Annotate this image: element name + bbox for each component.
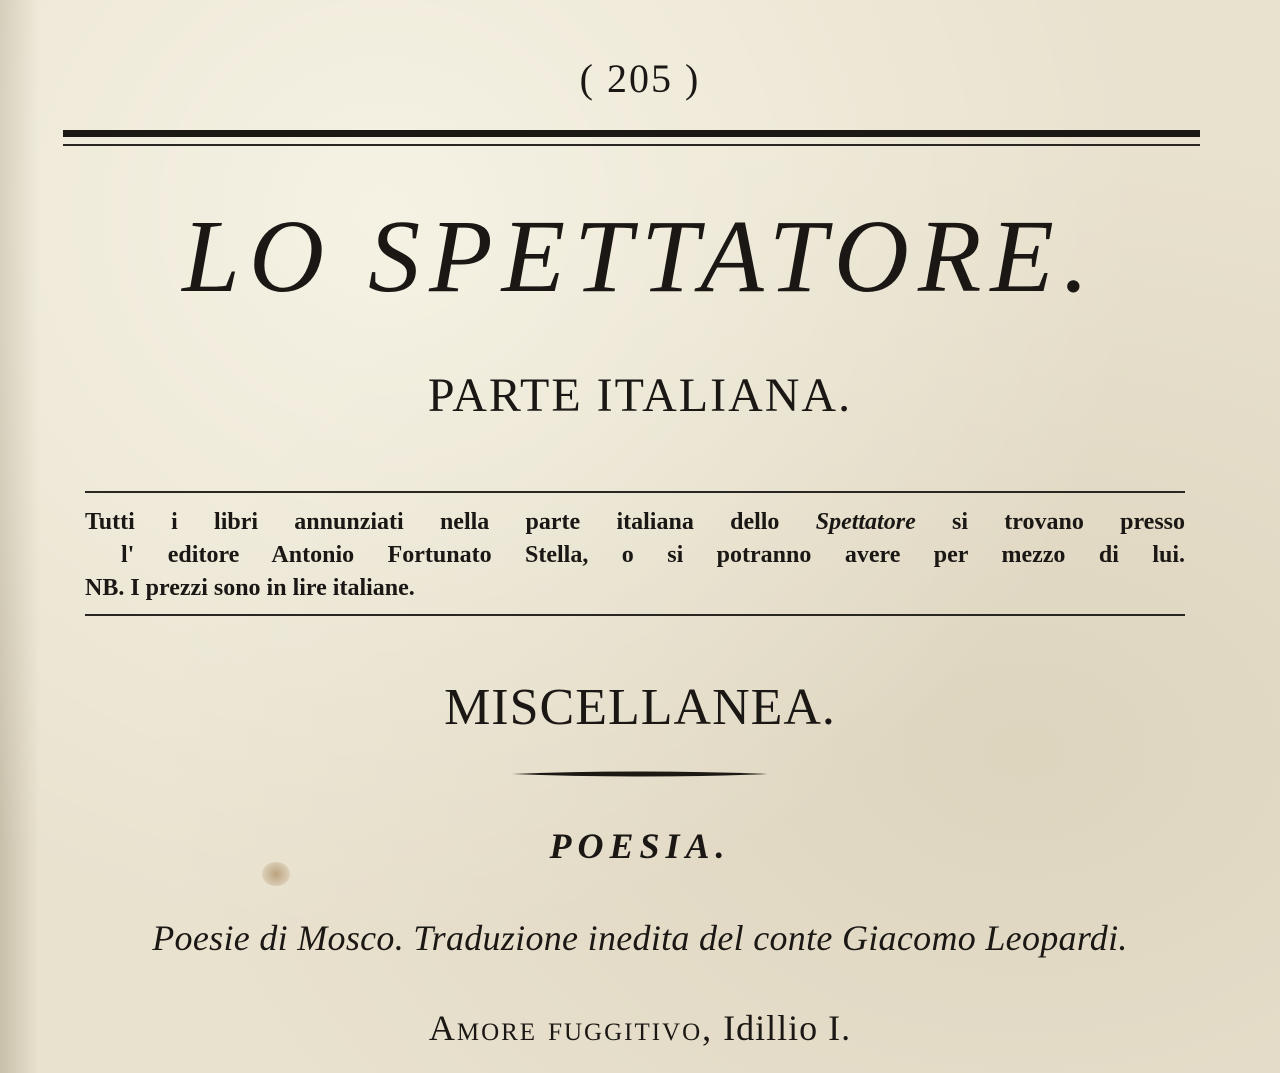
poem-title	[0, 1010, 1280, 1046]
poem-title-rest: Idillio I.	[723, 1008, 852, 1048]
notice-line-1-end: si trovano presso	[952, 509, 1186, 535]
notice-block	[85, 506, 1185, 605]
header-thin-rule	[63, 144, 1200, 146]
notice-line-1-start: Tutti i libri annunziati nella parte italiana dello	[85, 509, 780, 535]
header-thick-rule	[63, 130, 1200, 137]
section-title: MISCELLANEA.	[444, 679, 836, 736]
notice-line-3: NB. I prezzi sono in lire italiane.	[85, 575, 415, 601]
poem-credit: Poesie di Mosco. Traduzione inedita del conte Giacomo Leopardi.	[152, 918, 1128, 958]
notice-bottom-rule	[85, 614, 1185, 616]
poem-title-smallcaps: Amore fuggitivo,	[428, 1008, 714, 1048]
notice-line-1	[85, 506, 1185, 539]
masthead-subtitle: PARTE ITALIANA.	[427, 369, 853, 422]
ornamental-swell-rule	[512, 770, 768, 778]
page-number: ( 205 )	[579, 56, 701, 101]
paper-stain	[262, 862, 290, 886]
notice-line-2: l' editore Antonio Fortunato Stella, o si potranno avere per mezzo di lui.	[121, 542, 1185, 568]
masthead-title: LO SPETTATORE.	[182, 199, 1098, 314]
notice-line-1-italic: Spettatore	[815, 509, 916, 535]
notice-top-rule	[85, 491, 1185, 493]
subsection-title: POESIA.	[549, 826, 731, 866]
